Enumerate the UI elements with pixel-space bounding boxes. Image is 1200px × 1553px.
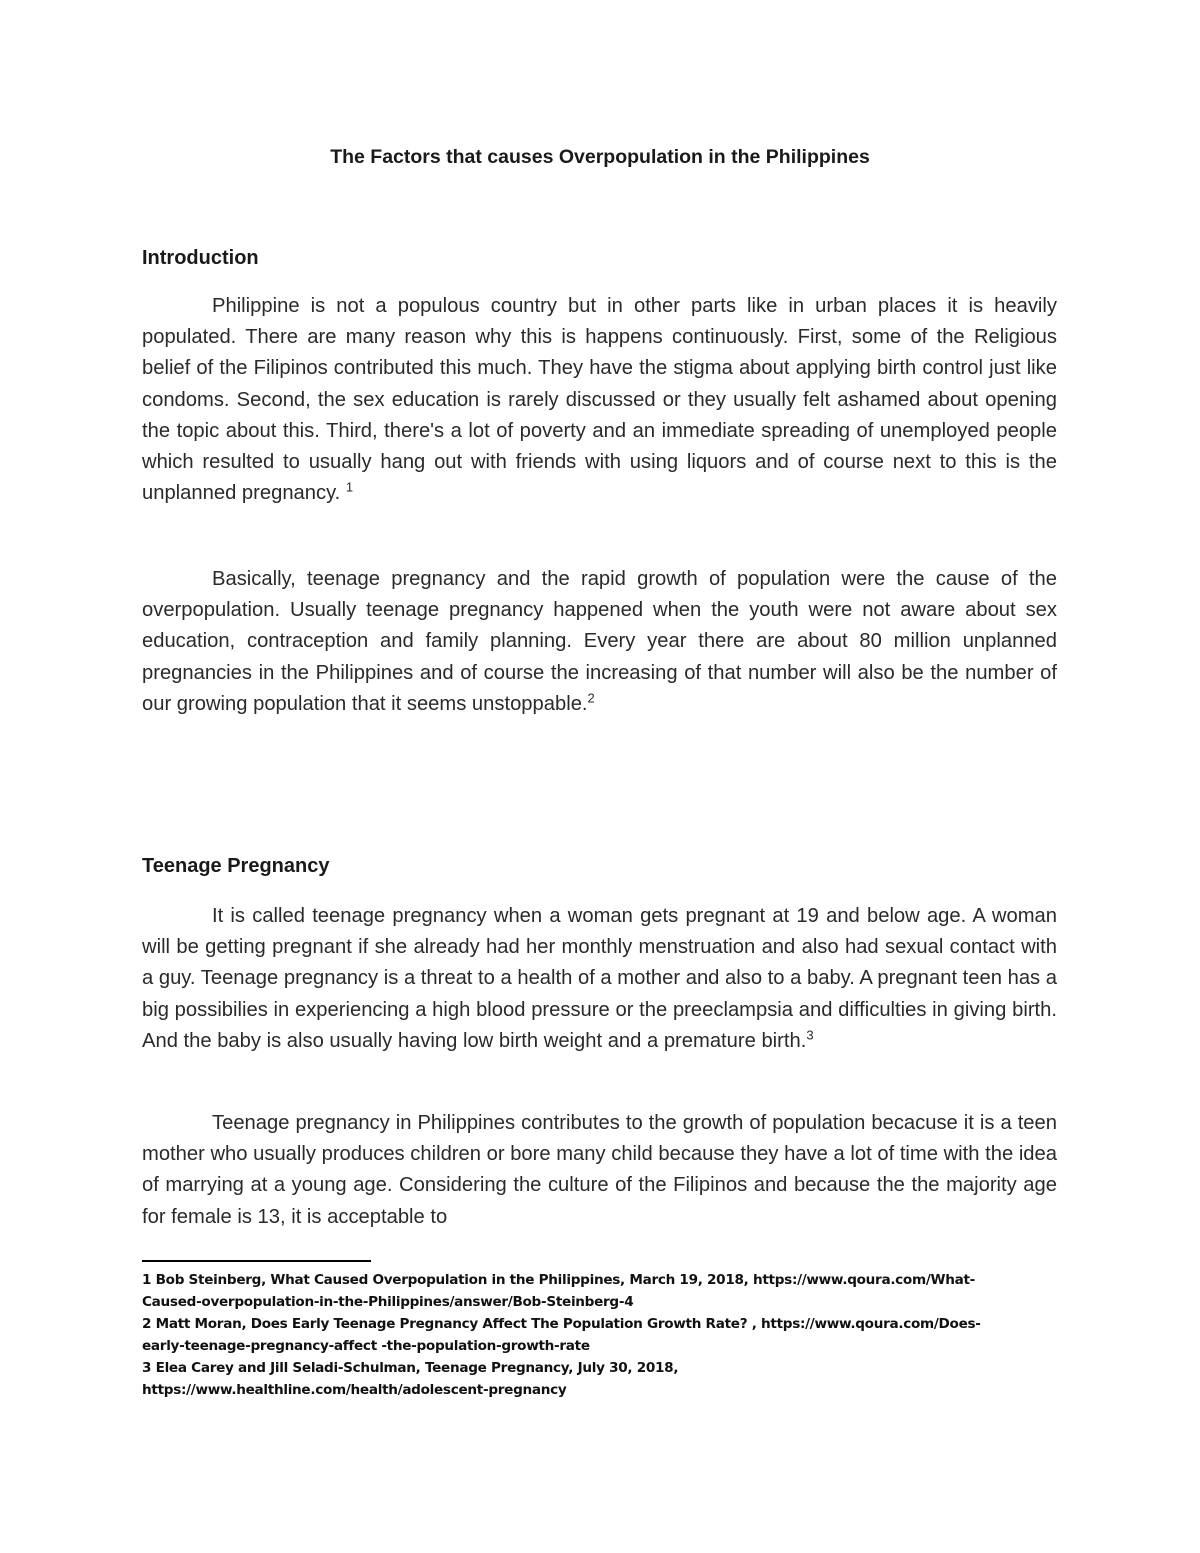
paragraph xyxy=(142,564,1057,720)
footnote-reference: 1 xyxy=(345,479,354,495)
section-heading-teenage-pregnancy: Teenage Pregnancy xyxy=(142,855,330,877)
footnotes xyxy=(142,1269,1057,1401)
footnote-separator xyxy=(142,1260,371,1262)
paragraph xyxy=(142,291,1057,509)
section-heading-introduction: Introduction xyxy=(142,247,259,269)
footnote-reference: 2 xyxy=(587,690,595,706)
footnote-line: 2 Matt Moran, Does Early Teenage Pregnancy Affect The Population Growth Rate? , https://www.qoura.com/Does- xyxy=(142,1316,981,1332)
footnote xyxy=(142,1313,1057,1357)
footnote-line: https://www.healthline.com/health/adolescent-pregnancy xyxy=(142,1382,567,1398)
paragraph xyxy=(142,901,1057,1057)
paragraph xyxy=(142,1108,1057,1233)
footnote-line: 1 Bob Steinberg, What Caused Overpopulation in the Philippines, March 19, 2018, https://www.qoura.com/What- xyxy=(142,1272,975,1288)
paragraph-text: Teenage pregnancy in Philippines contributes to the growth of population becacuse it is a teen mother who usually produces children or bore many child because they have a lot of time with the idea of marrying at a young age. Considering the culture of the Filipinos and because the the majority age for female is 13, it is acceptable to xyxy=(142,1112,1057,1228)
paragraph-text: It is called teenage pregnancy when a woman gets pregnant at 19 and below age. A woman will be getting pregnant if she already had her monthly menstruation and also had sexual contact with a guy. Teenage pregnancy is a threat to a health of a mother and also to a baby. A pregnant teen has a big possibilies in experiencing a high blood pressure or the preeclampsia and difficulties in giving birth. And the baby is also usually having low birth weight and a premature birth. xyxy=(142,905,1057,1052)
paragraph-text: Basically, teenage pregnancy and the rapid growth of population were the cause of the overpopulation. Usually teenage pregnancy happened when the youth were not aware about sex education, contraception and family planning. Every year there are about 80 million unplanned pregnancies in the Philippines and of course the increasing of that number will also be the number of our growing population that it seems unstoppable. xyxy=(142,568,1057,715)
footnote-line: early-teenage-pregnancy-affect -the-population-growth-rate xyxy=(142,1338,590,1354)
footnote-reference: 3 xyxy=(806,1027,814,1043)
footnote-line: 3 Elea Carey and Jill Seladi-Schulman, Teenage Pregnancy, July 30, 2018, xyxy=(142,1360,679,1376)
footnote xyxy=(142,1269,1057,1313)
paragraph-text: Philippine is not a populous country but in other parts like in urban places it is heavily populated. There are many reason why this is happens continuously. First, some of the Religious belief of the Filipinos contributed this much. They have the stigma about applying birth control just like condoms. Second, the sex education is rarely discussed or they usually felt ashamed about opening the topic about this. Third, there's a lot of poverty and an immediate spreading of unemployed people which resulted to usually hang out with friends with using liquors and of course next to this is the unplanned pregnancy. xyxy=(142,295,1057,505)
footnote-line: Caused-overpopulation-in-the-Philippines/answer/Bob-Steinberg-4 xyxy=(142,1294,634,1310)
document-title: The Factors that causes Overpopulation in the Philippines xyxy=(330,146,870,168)
footnote xyxy=(142,1357,1057,1401)
